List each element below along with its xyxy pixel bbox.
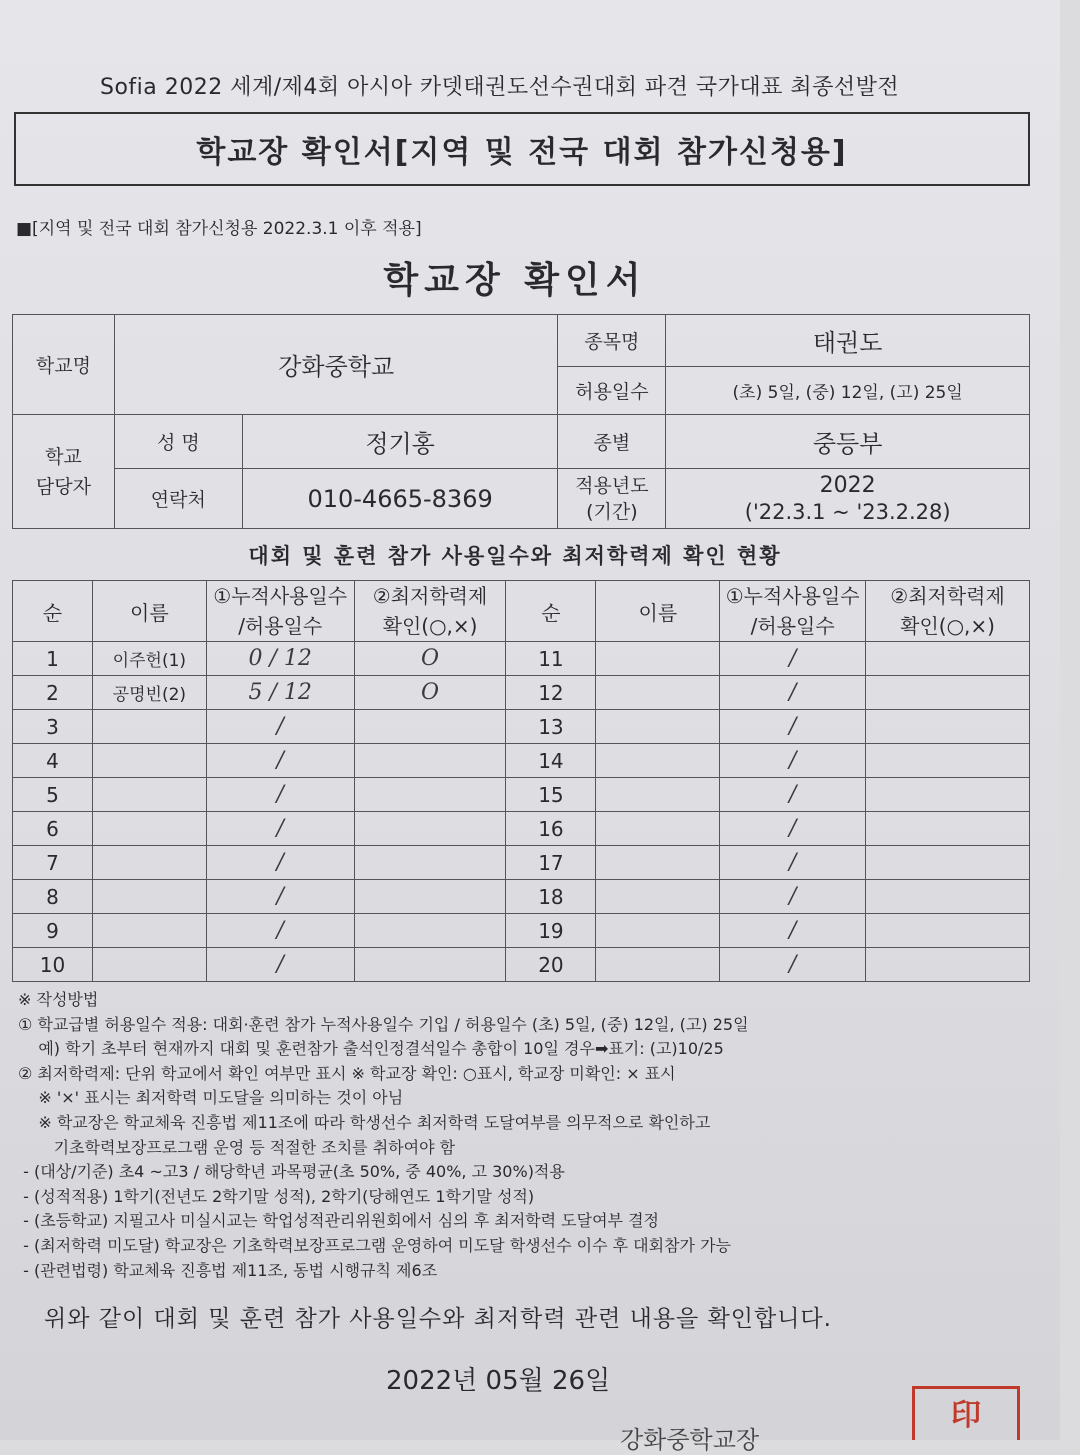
allowed-days-value: (초) 5일, (중) 12일, (고) 25일 [666, 367, 1030, 415]
row-no: 13 [506, 710, 596, 744]
row-name [92, 778, 206, 812]
row-no: 4 [13, 744, 93, 778]
row-check [866, 642, 1030, 676]
row-check [354, 744, 506, 778]
row-days: / [720, 880, 866, 914]
year-label: 적용년도 (기간) [558, 469, 666, 529]
row-name [92, 914, 206, 948]
row-name: 이주헌(1) [92, 642, 206, 676]
row-no: 12 [506, 676, 596, 710]
instruction-line: 기초학력보장프로그램 운영 등 적절한 조치를 취하여야 함 [18, 1137, 456, 1157]
instruction-line: ② 최저학력제: 단위 학교에서 확인 여부만 표시 ※ 학교장 확인: ○표시, 학교장 미확인: × 표시 [18, 1063, 676, 1083]
table-row [13, 812, 1030, 846]
manager-label: 학교 담당자 [13, 415, 115, 529]
row-no: 2 [13, 676, 93, 710]
instruction-line: 예) 학기 초부터 현재까지 대회 및 훈련참가 출석인정결석일수 총합이 10일 경우➡표기: (고)10/25 [18, 1039, 724, 1059]
confirmation-statement: 위와 같이 대회 및 훈련 참가 사용일수와 최저학력 관련 내용을 확인합니다. [44, 1306, 832, 1332]
row-days: / [720, 778, 866, 812]
instruction-line: ※ 작성방법 [18, 990, 99, 1009]
row-days: / [720, 710, 866, 744]
row-name [596, 710, 720, 744]
row-no: 7 [13, 846, 93, 880]
col-check-header-right: ②최저학력제 확인(○,×) [866, 581, 1030, 642]
row-check [866, 948, 1030, 982]
event-label: 종목명 [558, 315, 666, 367]
row-check [866, 846, 1030, 880]
table-row [13, 710, 1030, 744]
row-name [596, 778, 720, 812]
year-value: 2022 [819, 472, 876, 498]
row-no: 15 [506, 778, 596, 812]
official-seal: 印 [912, 1386, 1020, 1440]
row-check [354, 710, 506, 744]
division-label: 종별 [558, 415, 666, 469]
row-check [866, 744, 1030, 778]
table-row [13, 744, 1030, 778]
division-value: 중등부 [666, 415, 1030, 469]
row-check [354, 914, 506, 948]
row-check [354, 948, 506, 982]
row-days: / [720, 676, 866, 710]
school-name-label: 학교명 [13, 315, 115, 415]
row-name [92, 710, 206, 744]
col-days-header: ①누적사용일수 /허용일수 [206, 581, 354, 642]
row-name [596, 812, 720, 846]
instruction-line: ① 학교급별 허용일수 적용: 대회·훈련 참가 누적사용일수 기입 / 허용일수 (초) 5일, (중) 12일, (고) 25일 [18, 1014, 749, 1034]
row-check [354, 846, 506, 880]
table-row [13, 948, 1030, 982]
col-check-header: ②최저학력제 확인(○,×) [354, 581, 506, 642]
row-days: / [206, 880, 354, 914]
col-no-header-right: 순 [506, 581, 596, 642]
row-check [354, 812, 506, 846]
year-cell [666, 469, 1030, 529]
principal-signature-line: 강화중학교장 [620, 1426, 760, 1454]
row-no: 11 [506, 642, 596, 676]
row-days: / [206, 948, 354, 982]
school-name-value: 강화중학교 [114, 315, 558, 415]
row-name [596, 880, 720, 914]
row-check [866, 710, 1030, 744]
row-check: O [354, 676, 506, 710]
row-no: 9 [13, 914, 93, 948]
competition-title: Sofia 2022 세계/제4회 아시아 카뎃태권도선수권대회 파견 국가대표 최종선발전 [100, 75, 900, 100]
form-title-box: 학교장 확인서[지역 및 전국 대회 참가신청용] [14, 112, 1030, 186]
instruction-line: - (최저학력 미도달) 학교장은 기초학력보장프로그램 운영하여 미도달 학생선수 이수 후 대회참가 가능 [18, 1235, 731, 1255]
instruction-line: ※ '×' 표시는 최저학력 미도달을 의미하는 것이 아님 [18, 1088, 404, 1108]
table-row [13, 846, 1030, 880]
row-check [354, 778, 506, 812]
row-name [92, 948, 206, 982]
school-info-table [12, 314, 1030, 529]
row-name [596, 676, 720, 710]
instruction-line: - (대상/기준) 초4 ~고3 / 해당학년 과목평균(초 50%, 중 40%, 고 30%)적용 [18, 1162, 565, 1182]
row-no: 14 [506, 744, 596, 778]
table-row [13, 642, 1030, 676]
row-name [92, 880, 206, 914]
row-name [596, 914, 720, 948]
row-name [596, 642, 720, 676]
row-no: 10 [13, 948, 93, 982]
section-title: 대회 및 훈련 참가 사용일수와 최저학력제 확인 현황 [248, 544, 782, 568]
row-name [92, 846, 206, 880]
main-title: 학교장 확인서 [383, 260, 647, 301]
manager-name-label: 성 명 [114, 415, 242, 469]
row-days: / [206, 812, 354, 846]
row-days: / [206, 710, 354, 744]
row-days: / [206, 846, 354, 880]
col-name-header: 이름 [92, 581, 206, 642]
row-check [866, 914, 1030, 948]
instruction-line: - (성적적용) 1학기(전년도 2학기말 성적), 2학기(당해연도 1학기말 성적) [18, 1186, 535, 1206]
row-days: / [206, 914, 354, 948]
allowed-days-label: 허용일수 [558, 367, 666, 415]
instruction-line: ※ 학교장은 학교체육 진흥법 제11조에 따라 학생선수 최저학력 도달여부를 의무적으로 확인하고 [18, 1112, 711, 1132]
table-row [13, 914, 1030, 948]
col-no-header: 순 [13, 581, 93, 642]
row-check: O [354, 642, 506, 676]
table-row [13, 778, 1030, 812]
writing-instructions [18, 988, 1028, 1283]
row-days: / [720, 642, 866, 676]
contact-value: 010-4665-8369 [242, 469, 558, 529]
row-name [92, 744, 206, 778]
row-no: 5 [13, 778, 93, 812]
row-check [866, 812, 1030, 846]
table-row [13, 880, 1030, 914]
table-row [13, 676, 1030, 710]
row-days: 5 / 12 [206, 676, 354, 710]
instruction-line: - (초등학교) 지필고사 미실시교는 학업성적관리위원회에서 심의 후 최저학력 도달여부 결정 [18, 1211, 659, 1231]
row-check [866, 676, 1030, 710]
row-no: 3 [13, 710, 93, 744]
row-name [596, 846, 720, 880]
col-name-header-right: 이름 [596, 581, 720, 642]
row-days: / [720, 846, 866, 880]
period-value: ('22.3.1 ~ '23.2.28) [744, 499, 951, 524]
applicability-note: ■[지역 및 전국 대회 참가신청용 2022.3.1 이후 적용] [16, 219, 422, 239]
row-no: 6 [13, 812, 93, 846]
row-no: 17 [506, 846, 596, 880]
row-days: / [720, 812, 866, 846]
row-name [596, 744, 720, 778]
row-days: / [206, 744, 354, 778]
row-check [866, 880, 1030, 914]
row-days: 0 / 12 [206, 642, 354, 676]
row-no: 18 [506, 880, 596, 914]
contact-label: 연락처 [114, 469, 242, 529]
athlete-table [12, 580, 1030, 982]
row-days: / [720, 914, 866, 948]
col-days-header-right: ①누적사용일수 /허용일수 [720, 581, 866, 642]
instruction-line: - (관련법령) 학교체육 진흥법 제11조, 동법 시행규칙 제6조 [18, 1260, 438, 1280]
row-days: / [720, 948, 866, 982]
row-name [92, 812, 206, 846]
row-days: / [720, 744, 866, 778]
signing-date: 2022년 05월 26일 [386, 1366, 611, 1396]
row-check [354, 880, 506, 914]
row-no: 1 [13, 642, 93, 676]
event-value: 태권도 [666, 315, 1030, 367]
row-no: 8 [13, 880, 93, 914]
row-name: 공명빈(2) [92, 676, 206, 710]
row-name [596, 948, 720, 982]
row-no: 16 [506, 812, 596, 846]
row-check [866, 778, 1030, 812]
row-days: / [206, 778, 354, 812]
manager-name-value: 정기홍 [242, 415, 558, 469]
row-no: 20 [506, 948, 596, 982]
row-no: 19 [506, 914, 596, 948]
